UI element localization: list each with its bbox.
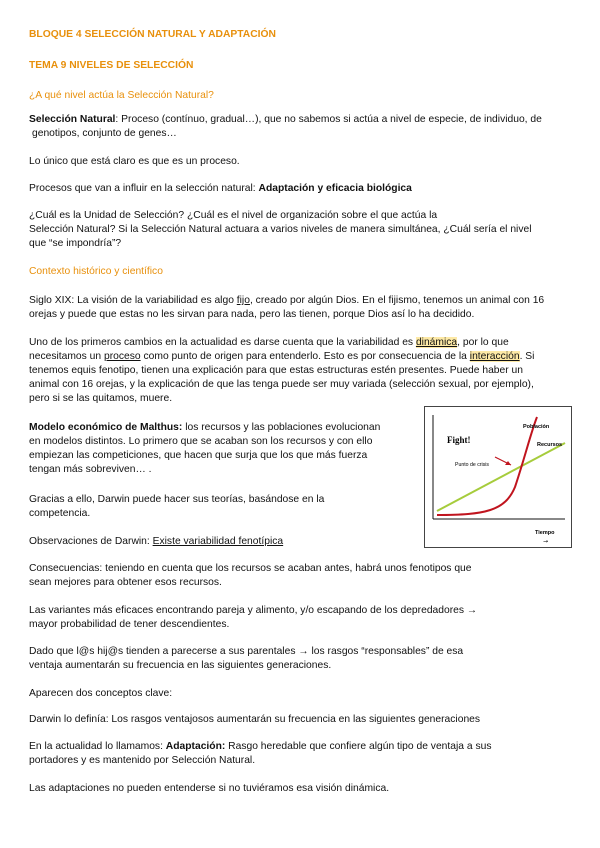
label-punto-crisis: Punto de crisis xyxy=(455,462,490,468)
paragraph-darwin-teorias: Gracias a ello, Darwin puede hacer sus teorías, basándose en la competencia. xyxy=(29,494,325,519)
paragraph-procesos: Procesos que van a influir en la selección natural: Adaptación y eficacia biológica xyxy=(29,183,412,194)
paragraph-unidad-seleccion: ¿Cuál es la Unidad de Selección? ¿Cuál es el nivel de organización sobre el que actúa la Selección Natural? Si la Selección Natural actuara a varios niveles de manera simultánea, ¿Cuál sería el nivel que “se impondría”? xyxy=(29,210,532,249)
paragraph-siglo-xix: Siglo XIX: La visión de la variabilidad es algo fijo, creado por algún Dios. En el fijismo, tenemos un animal con 16 orejas y puede que estas no les sirvan para nada, pero las tienen, porque Dios así lo ha decidido. xyxy=(29,295,545,320)
word-fijo: fijo xyxy=(236,295,250,306)
term-adaptacion-eficacia: Adaptación y eficacia biológica xyxy=(258,183,412,194)
paragraph-proceso: Lo único que está claro es que es un proceso. xyxy=(29,156,240,167)
topic-title: TEMA 9 NIVELES DE SELECCIÓN xyxy=(29,60,194,71)
term-seleccion-natural: Selección Natural xyxy=(29,114,116,125)
word-dinamica: dinámica xyxy=(415,337,458,348)
label-poblacion: Población xyxy=(523,424,550,430)
block-title: BLOQUE 4 SELECCIÓN NATURAL Y ADAPTACIÓN xyxy=(29,29,276,40)
observaciones-value: Existe variabilidad fenotípica xyxy=(152,536,284,547)
paragraph-consecuencias: Consecuencias: teniendo en cuenta que los recursos se acaban antes, habrá unos fenotipos que sean mejores para obtener esos recursos. xyxy=(29,563,472,588)
term-adaptacion: Adaptación: xyxy=(165,741,226,752)
label-tiempo-arrow: → xyxy=(543,538,549,545)
word-interaccion: interacción xyxy=(469,351,520,362)
word-proceso: proceso xyxy=(103,351,141,362)
paragraph-final: Las adaptaciones no pueden entenderse si no tuviéramos esa visión dinámica. xyxy=(29,783,390,794)
section-contexto: Contexto histórico y científico xyxy=(29,266,163,277)
label-recursos: Recursos xyxy=(537,442,563,448)
term-malthus: Modelo económico de Malthus: xyxy=(29,422,183,433)
paragraph-adaptacion: En la actualidad lo llamamos: Adaptación: Rasgo heredable que confiere algún tipo de ventaja a sus portadores y es mantenido por Selección Natural. xyxy=(29,741,492,766)
label-fight: Fight! xyxy=(447,435,471,445)
label-tiempo: Tiempo xyxy=(535,530,555,536)
paragraph-conceptos: Aparecen dos conceptos clave: xyxy=(29,688,173,699)
paragraph-darwin-def: Darwin lo definía: Los rasgos ventajosos aumentarán su frecuencia en las siguientes generaciones xyxy=(29,714,481,725)
paragraph-seleccion-natural: Selección Natural: Proceso (contínuo, gradual…), que no sabemos si actúa a nivel de especie, de individuo, de genotipos, conjunto de genes… xyxy=(29,114,542,139)
question-heading: ¿A qué nivel actúa la Selección Natural? xyxy=(29,90,214,101)
paragraph-malthus: Modelo económico de Malthus: los recursos y las poblaciones evolucionan en modelos distintos. Lo primero que se acaban son los recursos y con ello empiezan las competiciones, que hacen que surja que los que más fuerza tengan más sobreviven… . xyxy=(29,422,381,475)
chart-svg xyxy=(425,407,571,547)
paragraph-dado: Dado que l@s hij@s tienden a parecerse a sus parentales → los rasgos “responsables” de esa ventaja aumentarán su frecuencia en las siguientes generaciones. xyxy=(29,646,464,671)
paragraph-observaciones: Observaciones de Darwin: Existe variabilidad fenotípica xyxy=(29,536,284,547)
series-recursos-line xyxy=(437,443,565,511)
paragraph-variantes: Las variantes más eficaces encontrando pareja y alimento, y/o escapando de los depredadores → mayor probabilidad de tener descendientes. xyxy=(29,605,478,630)
paragraph-cambios: Uno de los primeros cambios en la actualidad es darse cuenta que la variabilidad es dinámica, por lo que necesitamos un proceso como punto de origen para entenderlo. Esto es por consecuencia de la interacción. Si tenemos equis fenotipo, tienen una explicación para que estas estructuras estén presentes. Puede haber un animal con 16 orejas, y la explicación de que las tenga puede ser muy variada (selección sexual, por ejemplo), pero si se las quitamos, muere. xyxy=(29,337,535,404)
malthus-chart xyxy=(424,406,572,548)
